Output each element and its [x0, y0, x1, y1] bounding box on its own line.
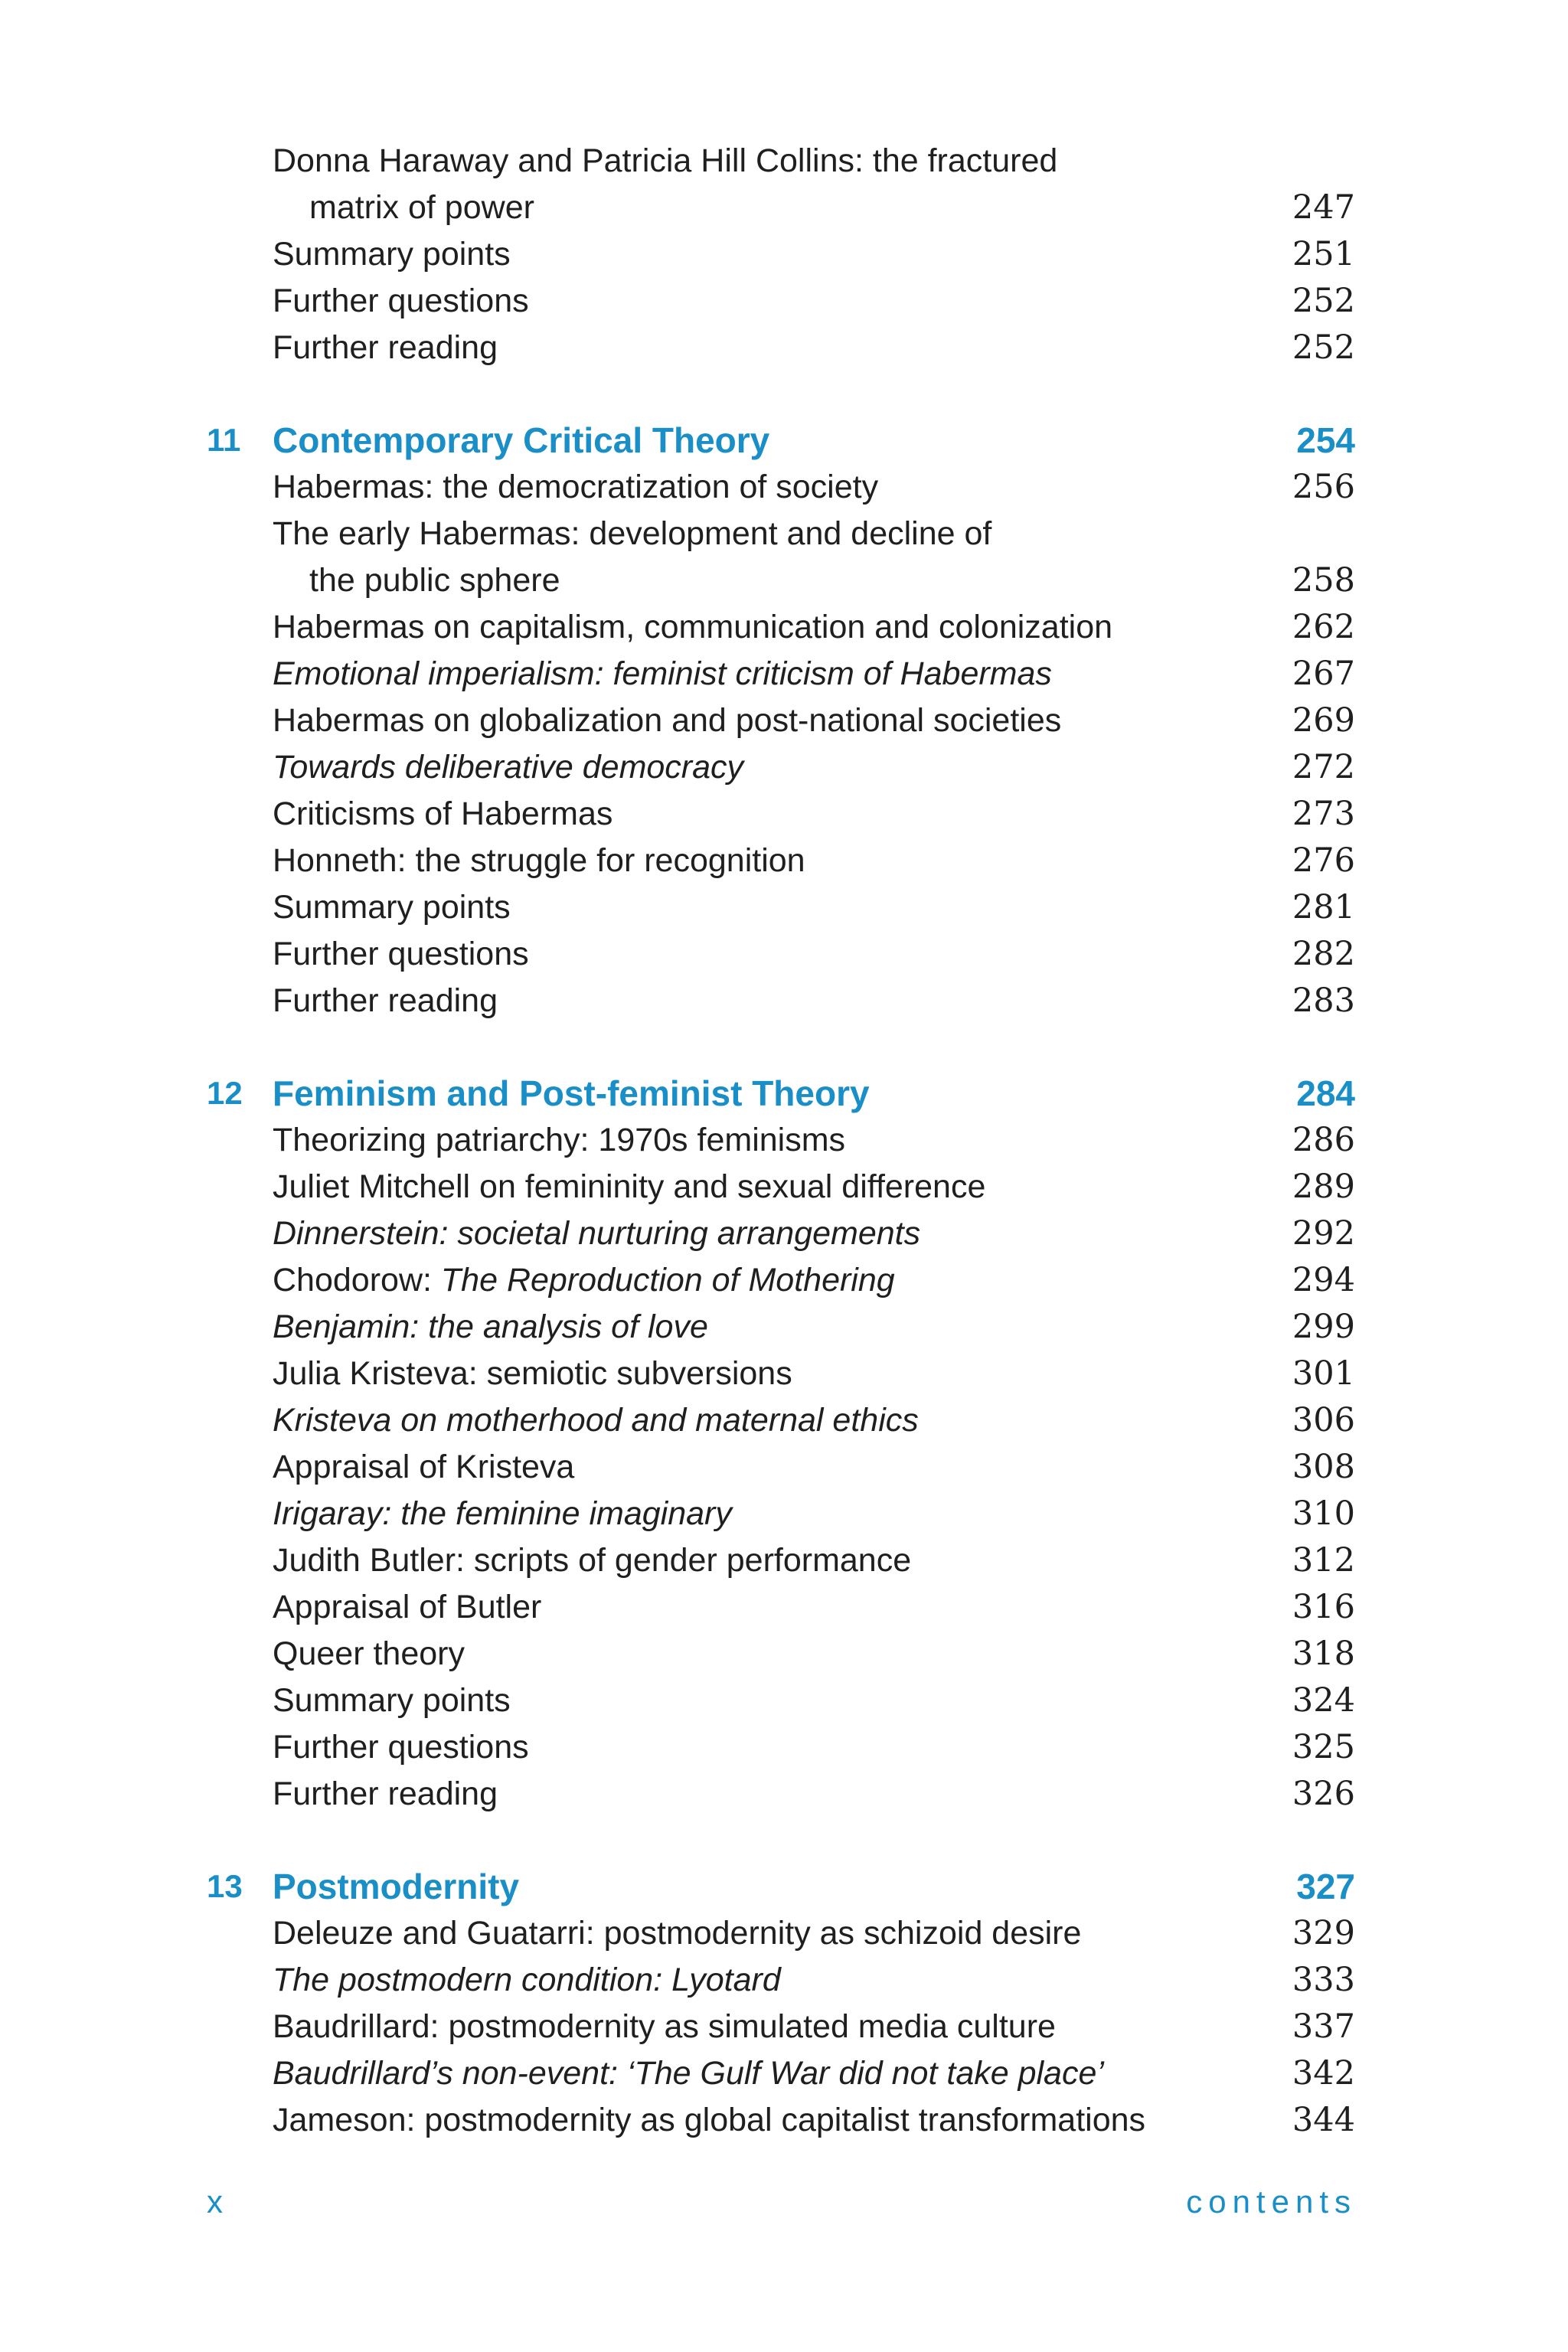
entry-title: Habermas: the democratization of society [273, 469, 879, 505]
entry-title-prefix: Chodorow: [273, 1262, 441, 1298]
toc-entry [0, 1724, 1568, 1770]
page-number: 262 [1292, 608, 1355, 646]
page-number: 286 [1292, 1121, 1355, 1159]
page-number: 282 [1292, 935, 1355, 973]
entry-title: Towards deliberative democracy [273, 749, 744, 786]
page-number: 312 [1292, 1541, 1355, 1579]
toc-entry [0, 791, 1568, 837]
page-number: 269 [1292, 701, 1355, 740]
toc-entry [0, 978, 1568, 1024]
toc-entry [0, 2050, 1568, 2096]
page-number: 281 [1292, 888, 1355, 926]
toc-entry [0, 838, 1568, 884]
toc-entry [0, 1631, 1568, 1677]
page-number: 316 [1292, 1588, 1355, 1626]
entry-title: Criticisms of Habermas [273, 795, 613, 832]
page-number: 294 [1292, 1261, 1355, 1299]
entry-title: matrix of power [309, 189, 534, 226]
toc-entry [0, 2097, 1568, 2143]
page-number: 254 [1296, 420, 1355, 460]
toc-entry [0, 1957, 1568, 2003]
entry-title: Baudrillard’s non-event: ‘The Gulf War did not take place’ [273, 2055, 1104, 2092]
toc-entry [0, 1491, 1568, 1537]
toc-entry [0, 138, 1568, 184]
page-number: 333 [1292, 1961, 1355, 1999]
entry-title: Habermas on capitalism, communication and colonization [273, 609, 1113, 645]
entry-title: Summary points [273, 236, 511, 273]
page-number: 337 [1292, 2007, 1355, 2046]
entry-title [273, 1257, 895, 1303]
page-number: 289 [1292, 1168, 1355, 1206]
page-number: 306 [1292, 1401, 1355, 1439]
toc-entry [0, 1117, 1568, 1163]
page-number: 283 [1292, 982, 1355, 1020]
toc-entry [0, 1444, 1568, 1490]
toc-entry [0, 651, 1568, 697]
page-number: 273 [1292, 795, 1355, 833]
page-number: 256 [1292, 468, 1355, 506]
entry-title: Further questions [273, 283, 529, 319]
entry-title: Juliet Mitchell on femininity and sexual difference [273, 1168, 986, 1205]
page-number: 344 [1292, 2101, 1355, 2139]
entry-title: Habermas on globalization and post-national societies [273, 702, 1062, 739]
entry-title: Irigaray: the feminine imaginary [273, 1495, 732, 1532]
entry-title: Queer theory [273, 1635, 465, 1672]
toc-entry [0, 511, 1568, 557]
chapter-number: 12 [207, 1075, 243, 1111]
toc-entry [0, 1771, 1568, 1817]
entry-title: Further questions [273, 936, 529, 972]
entry-title: The early Habermas: development and decline of [273, 515, 992, 552]
toc-entry [0, 185, 1568, 230]
toc-entry [0, 1351, 1568, 1396]
toc-entry [0, 1537, 1568, 1583]
page-number: 252 [1292, 282, 1355, 320]
toc-entry [0, 1257, 1568, 1303]
entry-title: Further reading [273, 329, 498, 366]
toc-entry [0, 325, 1568, 371]
page-number: 251 [1292, 235, 1355, 273]
page-number: 247 [1292, 188, 1355, 227]
entry-title-italic: The Reproduction of Mothering [440, 1262, 895, 1298]
chapter-title: Contemporary Critical Theory [273, 420, 770, 460]
toc-entry [0, 1164, 1568, 1210]
chapter-title: Feminism and Post-feminist Theory [273, 1073, 870, 1113]
page-number: 329 [1292, 1914, 1355, 1952]
page-number: 342 [1292, 2054, 1355, 2092]
entry-title: Baudrillard: postmodernity as simulated media culture [273, 2008, 1056, 2045]
entry-title: Theorizing patriarchy: 1970s feminisms [273, 1122, 846, 1158]
toc-entry [0, 884, 1568, 930]
entry-title: Summary points [273, 1682, 511, 1719]
entry-title: Dinnerstein: societal nurturing arrangements [273, 1215, 921, 1252]
toc-entry [0, 1210, 1568, 1256]
chapter-title: Postmodernity [273, 1867, 520, 1906]
entry-title: Appraisal of Butler [273, 1589, 542, 1625]
toc-entry [0, 464, 1568, 510]
toc-entry [0, 1910, 1568, 1956]
entry-title: Deleuze and Guatarri: postmodernity as schizoid desire [273, 1915, 1082, 1952]
toc-entry [0, 744, 1568, 790]
toc-entry [0, 1584, 1568, 1630]
entry-title: Appraisal of Kristeva [273, 1449, 575, 1485]
page-number: 292 [1292, 1214, 1355, 1253]
page-number: 310 [1292, 1494, 1355, 1533]
toc-entry [0, 278, 1568, 324]
entry-title: Further questions [273, 1729, 529, 1766]
toc-entry [0, 557, 1568, 603]
entry-title: Further reading [273, 982, 498, 1019]
page-number: 324 [1292, 1681, 1355, 1720]
page-folio: x [207, 2184, 223, 2220]
page-number: 276 [1292, 841, 1355, 880]
toc-entry [0, 1304, 1568, 1350]
entry-title: Julia Kristeva: semiotic subversions [273, 1355, 792, 1392]
page-number: 258 [1292, 561, 1355, 599]
page-number: 326 [1292, 1775, 1355, 1813]
page-number: 301 [1292, 1354, 1355, 1393]
page-number: 299 [1292, 1308, 1355, 1346]
page-number: 272 [1292, 748, 1355, 786]
page-number: 267 [1292, 655, 1355, 693]
entry-title: Judith Butler: scripts of gender performance [273, 1542, 912, 1579]
page-number: 325 [1292, 1728, 1355, 1766]
page-number: 252 [1292, 328, 1355, 367]
entry-title: Further reading [273, 1775, 498, 1812]
page-number: 308 [1292, 1448, 1355, 1486]
chapter-number: 11 [207, 422, 241, 458]
toc-entry [0, 1677, 1568, 1723]
chapter-heading-row [0, 1070, 1568, 1116]
entry-title: Donna Haraway and Patricia Hill Collins: the fractured [273, 142, 1058, 179]
toc-entry [0, 697, 1568, 743]
entry-title: Summary points [273, 889, 511, 926]
entry-title: Benjamin: the analysis of love [273, 1308, 708, 1345]
toc-entry [0, 1397, 1568, 1443]
page-number: 327 [1296, 1867, 1355, 1906]
entry-title: the public sphere [309, 562, 560, 599]
entry-title: Emotional imperialism: feminist criticism of Habermas [273, 655, 1052, 692]
chapter-heading-row [0, 417, 1568, 463]
running-head: contents [1186, 2184, 1357, 2220]
chapter-number: 13 [207, 1868, 243, 1904]
toc-entry [0, 2004, 1568, 2050]
toc-entry [0, 604, 1568, 650]
chapter-heading-row [0, 1864, 1568, 1909]
page-number: 318 [1292, 1635, 1355, 1673]
entry-title: Honneth: the struggle for recognition [273, 842, 805, 879]
page-number: 284 [1296, 1073, 1355, 1113]
entry-title: Kristeva on motherhood and maternal ethics [273, 1402, 919, 1439]
entry-title: Jameson: postmodernity as global capitalist transformations [273, 2102, 1146, 2138]
entry-title: The postmodern condition: Lyotard [273, 1962, 781, 1998]
toc-entry [0, 931, 1568, 977]
toc-entry [0, 231, 1568, 277]
